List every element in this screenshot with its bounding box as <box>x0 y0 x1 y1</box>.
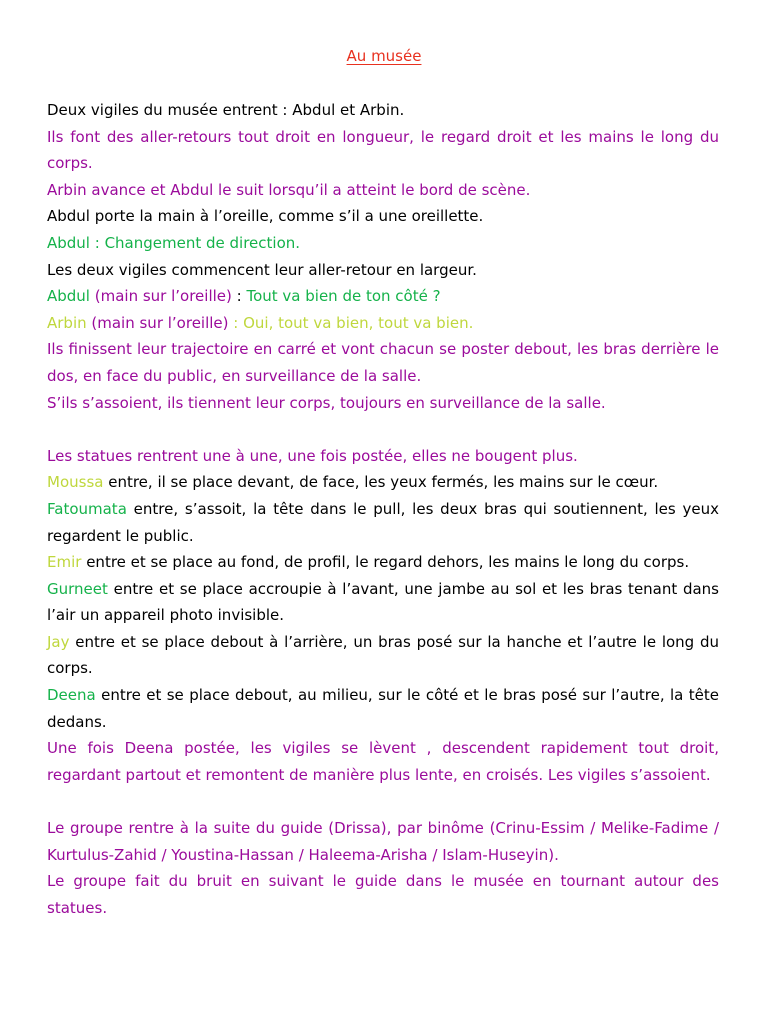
paragraph <box>47 815 719 868</box>
text-segment: : Oui, tout va bien, tout va bien. <box>233 313 474 332</box>
text-segment: (main sur l’oreille) <box>89 287 237 306</box>
text-segment: (main sur l’oreille) <box>86 313 234 332</box>
text-segment: Arbin <box>47 313 87 332</box>
paragraph <box>47 496 719 549</box>
text-segment: entre et se place debout, au milieu, sur le côté et le bras posé sur l’autre, la tête dedans. <box>47 686 719 731</box>
text-segment: entre et se place au fond, de profil, le regard dehors, les mains le long du corps. <box>81 553 690 572</box>
paragraph <box>47 257 719 284</box>
text-segment: entre, il se place devant, de face, les yeux fermés, les mains sur le cœur. <box>103 473 659 492</box>
paragraph <box>47 576 719 629</box>
paragraph <box>47 203 719 230</box>
paragraph-spacer <box>47 788 719 815</box>
paragraph <box>47 97 719 124</box>
text-segment: Le groupe rentre à la suite du guide (Drissa), par binôme (Crinu-Essim / Melike-Fadime / Kurtulus-Zahid / Youstina-Hassan / Haleema-Arisha / Islam-Huseyin). <box>47 819 719 864</box>
text-segment: Abdul : Changement de direction. <box>47 233 301 252</box>
text-segment: Abdul <box>47 287 90 306</box>
text-segment: S’ils s’assoient, ils tiennent leur corps, toujours en surveillance de la salle. <box>47 393 606 412</box>
paragraph <box>47 443 719 470</box>
paragraph <box>47 682 719 735</box>
text-segment: Fatoumata <box>47 499 127 518</box>
text-segment: Emir <box>47 553 82 572</box>
text-segment: Une fois Deena postée, les vigiles se lèvent , descendent rapidement tout droit, regardant partout et remontent de manière plus lente, en croisés. Les vigiles s’assoient. <box>47 739 719 784</box>
paragraph <box>47 735 719 788</box>
document-body <box>47 97 719 921</box>
text-segment: Gurneet <box>47 579 108 598</box>
text-segment: Les statues rentrent une à une, une fois postée, elles ne bougent plus. <box>47 446 578 465</box>
paragraph <box>47 336 719 389</box>
paragraph <box>47 283 719 310</box>
text-segment: Arbin avance et Abdul le suit lorsqu’il a atteint le bord de scène. <box>47 180 531 199</box>
paragraph-spacer <box>47 416 719 443</box>
text-segment: Moussa <box>47 473 104 492</box>
paragraph <box>47 124 719 177</box>
text-segment: Jay <box>47 632 70 651</box>
text-segment: entre et se place accroupie à l’avant, une jambe au sol et les bras tenant dans l’air un appareil photo invisible. <box>47 579 719 625</box>
text-segment: Ils font des aller-retours tout droit en longueur, le regard droit et les mains le long du corps. <box>47 127 719 173</box>
text-segment: Le groupe fait du bruit en suivant le guide dans le musée en tournant autour des statues. <box>47 872 719 917</box>
text-segment: Abdul porte la main à l’oreille, comme s’il a une oreillette. <box>47 207 484 226</box>
document-title: Au musée <box>346 47 422 65</box>
paragraph <box>47 230 719 257</box>
paragraph <box>47 177 719 204</box>
text-segment: : <box>236 287 247 306</box>
text-segment: Deena <box>47 686 96 705</box>
paragraph <box>47 549 719 576</box>
paragraph <box>47 310 719 337</box>
text-segment: Deux vigiles du musée entrent : Abdul et Arbin. <box>47 101 405 119</box>
text-segment: entre, s’assoit, la tête dans le pull, les deux bras qui soutiennent, les yeux regardent le public. <box>47 499 719 545</box>
paragraph <box>47 390 719 417</box>
paragraph <box>47 469 719 496</box>
text-segment: Ils finissent leur trajectoire en carré et vont chacun se poster debout, les bras derrière le dos, en face du public, en surveillance de la salle. <box>47 340 719 385</box>
text-segment: Les deux vigiles commencent leur aller-retour en largeur. <box>47 260 477 279</box>
text-segment: entre et se place debout à l’arrière, un bras posé sur la hanche et l’autre le long du corps. <box>47 632 719 678</box>
paragraph <box>47 629 719 682</box>
paragraph <box>47 868 719 921</box>
text-segment: Tout va bien de ton côté ? <box>246 287 441 306</box>
